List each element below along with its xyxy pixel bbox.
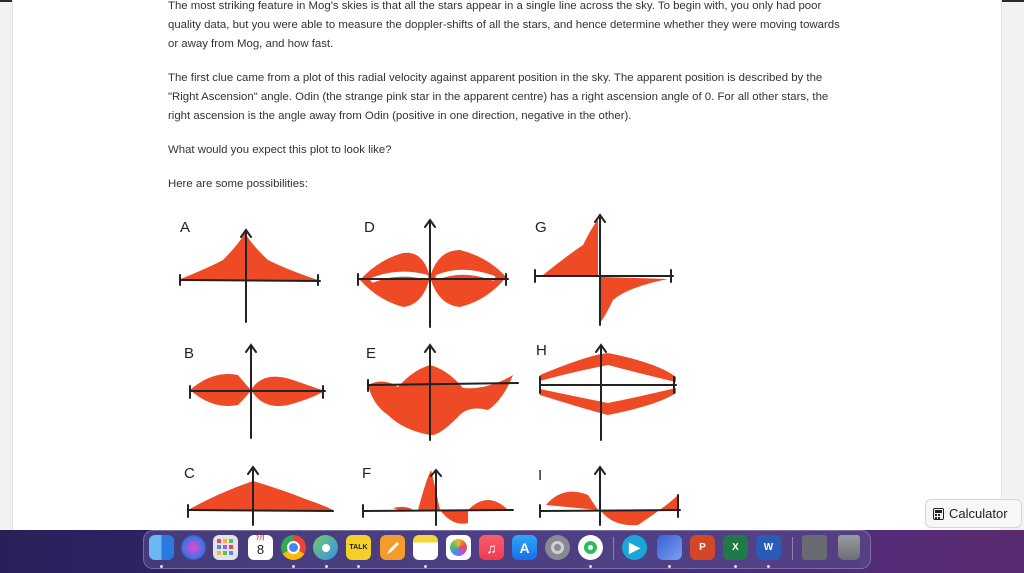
- notes-icon[interactable]: [413, 535, 438, 560]
- prime-video-icon[interactable]: ▶: [622, 535, 647, 560]
- excel-icon[interactable]: X: [723, 535, 748, 560]
- plot-e: [368, 345, 518, 440]
- plot-label-a: A: [180, 219, 191, 236]
- question-text: What would you expect this plot to look like?: [168, 144, 392, 156]
- preview-icon[interactable]: [802, 535, 827, 560]
- finder-icon[interactable]: [149, 535, 174, 560]
- talk-icon[interactable]: TALK: [346, 535, 371, 560]
- article-body: [168, 0, 848, 194]
- calendar-month: 7月: [255, 536, 266, 542]
- paragraph-right-ascension: The first clue came from a plot of this radial velocity against apparent position in the sky. The apparent position is described by the "Right Ascension" angle. Odin (the strange pink star in the apparent centre) has a right ascension angle of 0. For all other stars, the right ascension is the angle away from Odin (positive in one direction, negative in the other).: [168, 72, 829, 122]
- calendar-day: 8: [256, 542, 265, 557]
- running-indicator: [424, 565, 427, 568]
- maps-icon[interactable]: [313, 535, 338, 560]
- siri-icon[interactable]: [181, 535, 206, 560]
- paragraph-intro: The most striking feature in Mog's skies is that all the stars appear in a single line across the sky. To begin with, you only had poor quality data, but you were able to measure the doppler-shifts of all the stars, and hence determine whether they were moving towards or away from Mog, and how fast.: [168, 0, 840, 50]
- bookmark-icon[interactable]: [657, 535, 682, 560]
- plot-label-c: C: [184, 465, 195, 482]
- trash-icon[interactable]: [838, 535, 860, 560]
- running-indicator: [589, 565, 592, 568]
- plot-a: [178, 230, 320, 322]
- plot-b: [190, 345, 325, 438]
- chrome-canary-icon[interactable]: [578, 535, 603, 560]
- plot-label-g: G: [535, 219, 547, 236]
- plot-g: [535, 215, 673, 325]
- plot-h: [540, 345, 676, 440]
- calculator-label: Calculator: [949, 506, 1008, 521]
- running-indicator: [357, 565, 360, 568]
- launchpad-icon[interactable]: [213, 535, 238, 560]
- calendar-icon[interactable]: [248, 535, 273, 560]
- plot-label-d: D: [364, 219, 375, 236]
- plot-i: [540, 467, 680, 525]
- music-icon[interactable]: ♫: [479, 535, 504, 560]
- powerpoint-icon[interactable]: P: [690, 535, 715, 560]
- running-indicator: [292, 565, 295, 568]
- plot-label-e: E: [366, 345, 377, 362]
- possibilities-label: Here are some possibilities:: [168, 178, 308, 190]
- running-indicator: [734, 565, 737, 568]
- plot-label-h: H: [536, 342, 547, 359]
- plot-d: [358, 220, 508, 327]
- running-indicator: [160, 565, 163, 568]
- pencil-icon[interactable]: [380, 535, 405, 560]
- settings-icon[interactable]: [545, 535, 570, 560]
- chrome-icon[interactable]: [281, 535, 306, 560]
- plot-label-f: F: [362, 465, 372, 482]
- calculator-button[interactable]: [925, 499, 1022, 528]
- plot-f: [363, 470, 513, 525]
- dock-separator-2: [792, 537, 793, 560]
- appstore-icon[interactable]: A: [512, 535, 537, 560]
- dock-separator: [613, 537, 614, 560]
- photos-icon[interactable]: [446, 535, 471, 560]
- possibilities-figure: [168, 205, 688, 530]
- word-icon[interactable]: W: [756, 535, 781, 560]
- plot-label-i: I: [538, 467, 543, 484]
- plot-label-b: B: [184, 345, 195, 362]
- plot-c: [188, 467, 333, 525]
- running-indicator: [668, 565, 671, 568]
- running-indicator: [325, 565, 328, 568]
- running-indicator: [767, 565, 770, 568]
- calculator-icon: [933, 508, 944, 520]
